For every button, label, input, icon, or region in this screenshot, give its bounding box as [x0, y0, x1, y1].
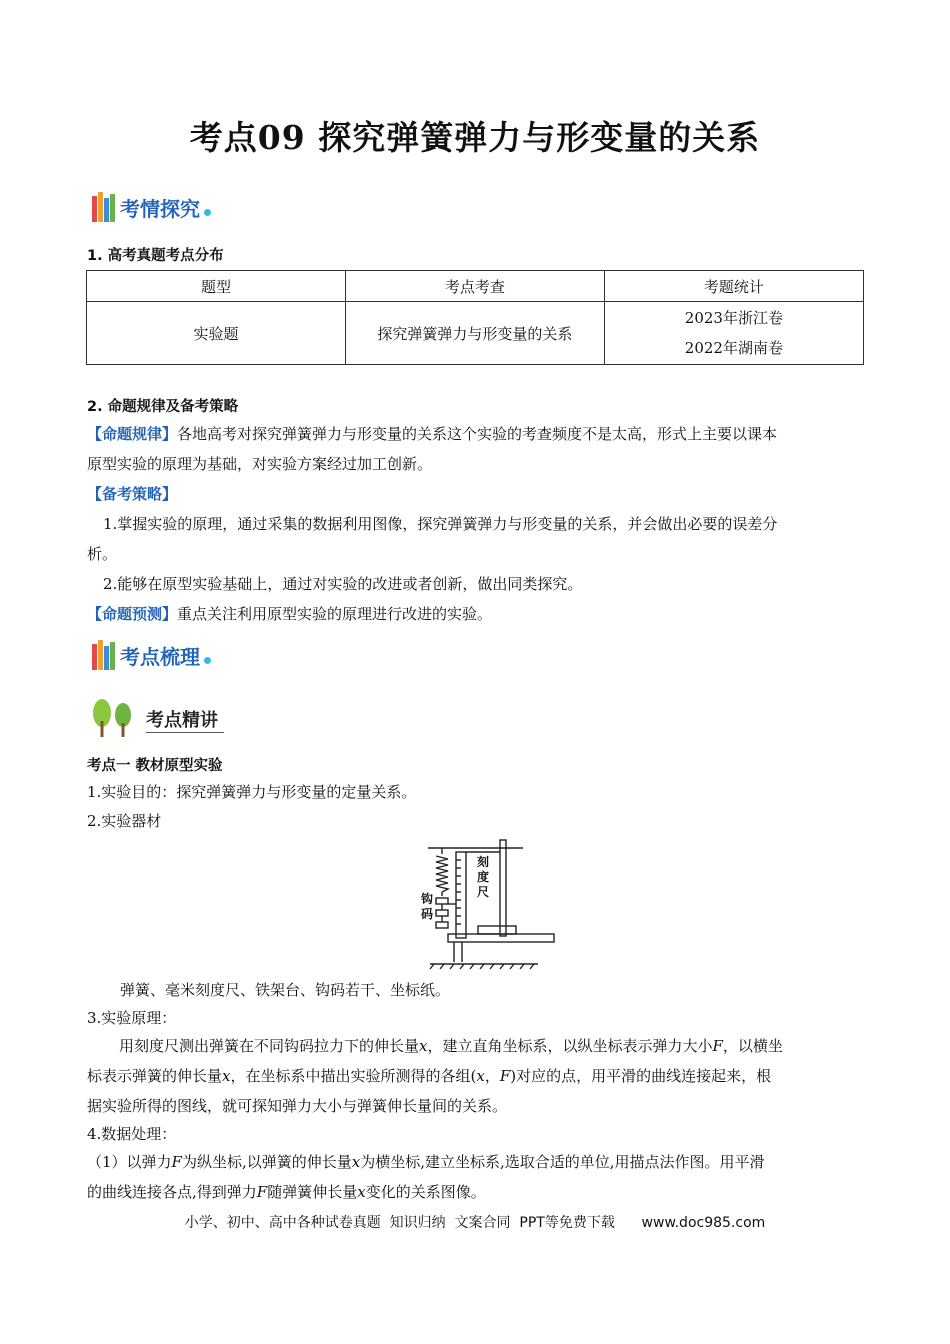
- table-cell: [604, 302, 863, 365]
- section-badge-shuli: [92, 638, 211, 672]
- principle-text: ，在坐标系中描出实验所测得的各组(: [230, 1067, 477, 1085]
- page-title: 考点09 探究弹簧弹力与形变量的关系: [189, 118, 761, 157]
- books-icon: [92, 640, 116, 670]
- principle-text: 据实验所得的图线，就可探知弹力大小与弹簧伸长量间的关系。: [87, 1097, 508, 1115]
- principle-heading: 3.实验原理：: [87, 1009, 177, 1027]
- part1-heading: 1. 高考真题考点分布: [87, 248, 224, 264]
- strategy-item: 2.能够在原型实验基础上，通过对实验的改进或者创新，做出同类探究。: [103, 575, 583, 593]
- kaodian1-heading: 考点一 教材原型实验: [87, 758, 223, 774]
- equipment-heading: 2.实验器材: [87, 812, 162, 830]
- strategy-label: 【备考策略】: [87, 485, 178, 503]
- principle-text: ，: [484, 1067, 500, 1085]
- data-heading: 4.数据处理：: [87, 1125, 177, 1143]
- purpose-line: 1.实验目的：探究弹簧弹力与形变量的定量关系。: [87, 783, 417, 801]
- part2-heading: 2. 命题规律及备考策略: [87, 399, 239, 415]
- stat-line: 2023年浙江卷: [684, 309, 783, 327]
- table-cell: 实验题: [87, 302, 346, 365]
- var-x: x: [222, 1067, 231, 1085]
- exam-table: [86, 270, 864, 365]
- data-text: （1）以弹力: [87, 1153, 172, 1171]
- var-x: x: [476, 1067, 485, 1085]
- strategy-item: 析。: [87, 545, 118, 563]
- var-F: F: [499, 1067, 511, 1085]
- data-text: 随弹簧伸长量: [267, 1183, 358, 1201]
- badge-label: 考点梳理: [120, 644, 200, 669]
- data-text: 的曲线连接各点,得到弹力: [87, 1183, 257, 1201]
- equipment-list: 弹簧、毫米刻度尺、铁架台、钩码若干、坐标纸。: [120, 981, 451, 999]
- ruler-label: 刻度尺: [477, 855, 490, 899]
- dot-icon: [204, 209, 211, 216]
- data-text: 变化的关系图像。: [365, 1183, 486, 1201]
- rule-paragraph: [87, 419, 867, 629]
- table-row: [87, 302, 864, 365]
- table-header: 考点考查: [345, 271, 604, 302]
- section-badge-kaoqing: [92, 190, 211, 224]
- stat-line: 2022年湖南卷: [684, 339, 783, 357]
- principle-text: ，以横坐: [722, 1037, 783, 1055]
- var-F: F: [171, 1153, 182, 1171]
- principle-text: 用刻度尺测出弹簧在不同钩码拉力下的伸长量: [119, 1037, 420, 1055]
- principle-text: )对应的点，用平滑的曲线连接起来，根: [510, 1067, 772, 1085]
- var-x: x: [351, 1153, 361, 1171]
- badge-label: 考情探究: [120, 196, 200, 221]
- table-header: 考题统计: [604, 271, 863, 302]
- principle-text: 标表示弹簧的伸长量: [87, 1067, 223, 1085]
- section-badge-jingjiang: [90, 697, 224, 739]
- dot-icon: [204, 657, 211, 664]
- principle-text: ，建立直角坐标系，以纵坐标表示弹力大小: [427, 1037, 713, 1055]
- table-header: 题型: [87, 271, 346, 302]
- table-cell: 探究弹簧弹力与形变量的关系: [345, 302, 604, 365]
- rule-label: 【命题规律】: [87, 425, 178, 443]
- data-text: 为横坐标,建立坐标系,选取合适的单位,用描点法作图。用平滑: [360, 1153, 765, 1171]
- data-text: 为纵坐标,以弹簧的伸长量: [181, 1153, 352, 1171]
- var-x: x: [419, 1037, 428, 1055]
- var-F: F: [712, 1037, 723, 1055]
- principle-paragraph: [87, 1031, 867, 1121]
- var-x: x: [357, 1183, 366, 1201]
- rule-text: 各地高考对探究弹簧弹力与形变量的关系这个实验的考查频度不是太高，形式上主要以课本: [177, 425, 778, 443]
- predict-text: 重点关注利用原型实验的原理进行改进的实验。: [177, 605, 493, 623]
- predict-label: 【命题预测】: [87, 605, 178, 623]
- rule-text: 原型实验的原理为基础，对实验方案经过加工创新。: [87, 455, 433, 473]
- var-F: F: [256, 1183, 268, 1201]
- books-icon: [92, 192, 116, 222]
- weights-label: 钩码: [421, 892, 434, 921]
- data-paragraph: [87, 1147, 867, 1207]
- strategy-item: 1.掌握实验的原理，通过采集的数据利用图像，探究弹簧弹力与形变量的关系，并会做出必要的误差分: [103, 515, 778, 533]
- table-header-row: [87, 271, 864, 302]
- tree-icon: [90, 697, 136, 739]
- page-footer: 小学、初中、高中各种试卷真题 知识归纳 文案合同 PPT等免费下载 www.doc985.com: [184, 1215, 766, 1231]
- badge-label: 考点精讲: [146, 706, 224, 733]
